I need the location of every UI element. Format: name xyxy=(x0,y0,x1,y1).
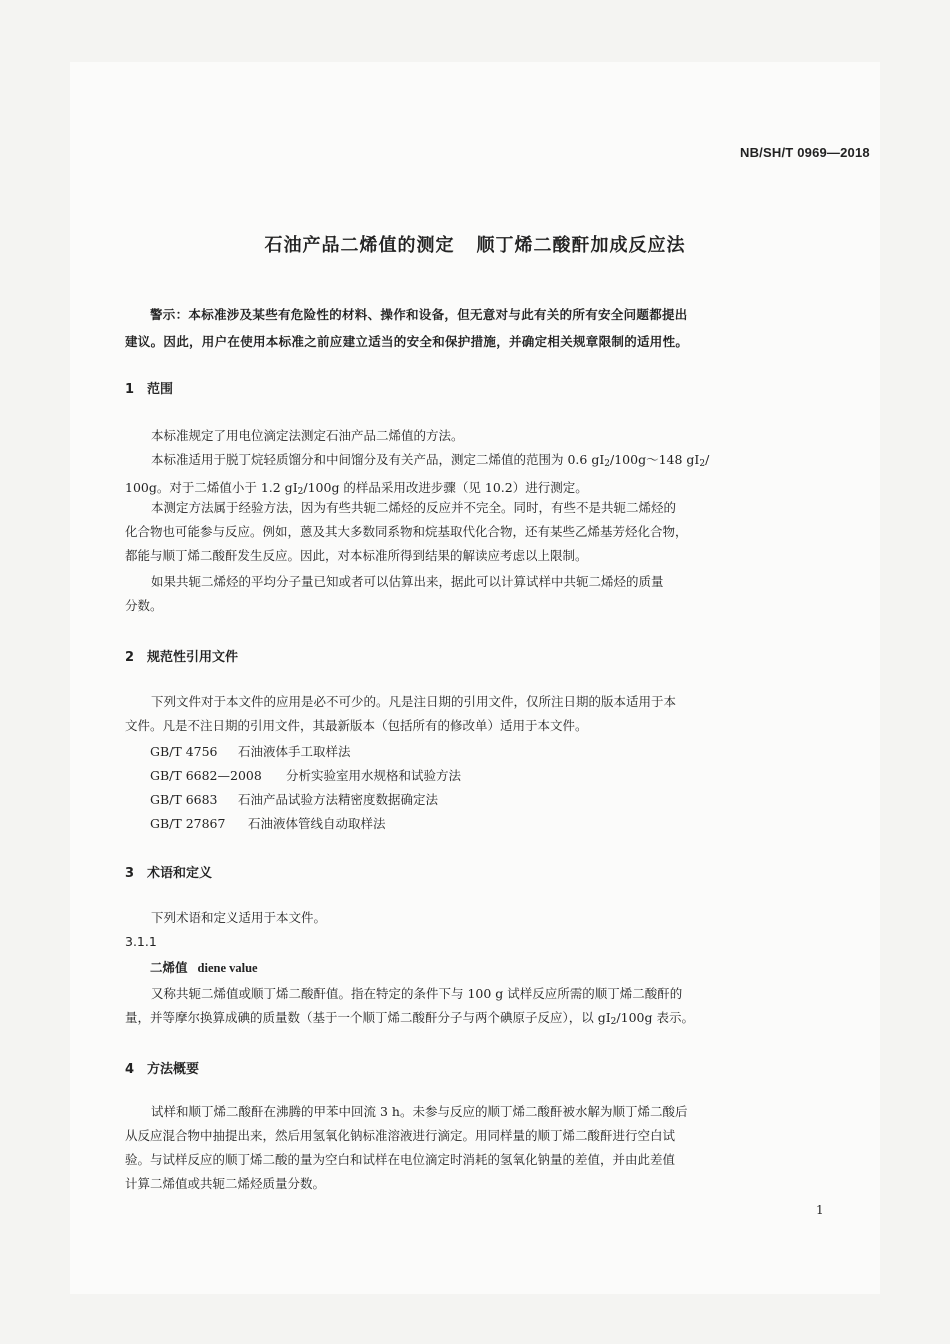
section-4-heading: 4 方法概要 xyxy=(125,1062,200,1077)
page-number: 1 xyxy=(816,1203,824,1217)
section-2-paragraph-1: 下列文件对于本文件的应用是必不可少的。凡是注日期的引用文件，仅所注日期的版本适用于本 文件。凡是不注日期的引用文件，其最新版本（包括所有的修改单）适用于本文件。 xyxy=(125,694,677,733)
reference-item: GB/T 27867 石油液体管线自动取样法 xyxy=(150,816,386,831)
section-4-paragraph: 试样和顺丁烯二酸酐在沸腾的甲苯中回流 3 h。未参与反应的顺丁烯二酸酐被水解为顺丁烯二酸后 从反应混合物中抽提出来，然后用氢氧化钠标准溶液进行滴定。用同样量的顺丁烯二酸酐进行空白试 验。与试样反应的顺丁烯二酸的量为空白和试样在电位滴定时消耗的氢氧化钠量的差值，并由此差值 计算二烯值或共轭二烯烃质量分数。 xyxy=(125,1104,688,1191)
section-1-paragraph-2: 本标准适用于脱丁烷轻质馏分和中间馏分及有关产品，测定二烯值的范围为 0.6 $gI_2/100g\sim 148$ $gI_2/$ 100g。对于二烯值小于 1.2 $gI_2/100g$ 的样品采用改进步骤（见 10.2）进行测定。 xyxy=(125,452,710,497)
title-part-1: 石油产品二烯值的测定 xyxy=(264,235,455,256)
section-2-heading: 2 规范性引用文件 xyxy=(125,650,239,665)
warning-line-1: 警示：本标准涉及某些有危险性的材料、操作和设备，但无意对与此有关的所有安全问题都提出 xyxy=(150,307,688,322)
section-1-paragraph-3: 本测定方法属于经验方法，因为有些共轭二烯烃的反应并不完全。同时，有些不是共轭二烯烃的 化合物也可能参与反应。例如，蒽及其大多数同系物和烷基取代化合物，还有某些乙烯基芳烃化合物， 都能与顺丁烯二酸酐发生反应。因此，对本标准所得到结果的解读应考虑以上限制。 xyxy=(125,500,688,563)
warning-notice xyxy=(125,301,830,355)
clause-number: 3.1.1 xyxy=(125,934,157,949)
section-3-heading: 3 术语和定义 xyxy=(125,866,213,881)
section-1-paragraph-1: 本标准规定了用电位滴定法测定石油产品二烯值的方法。 xyxy=(151,428,464,443)
term-entry: 二烯值 diene value xyxy=(150,960,258,975)
section-1-heading: 1 范围 xyxy=(125,382,174,397)
title-part-2: 顺丁烯二酸酐加成反应法 xyxy=(476,235,686,256)
section-3-paragraph-1: 下列术语和定义适用于本文件。 xyxy=(151,910,327,925)
warning-line-2: 建议。因此，用户在使用本标准之前应建立适当的安全和保护措施，并确定相关规章限制的适用性。 xyxy=(125,334,689,349)
section-1-paragraph-4: 如果共轭二烯烃的平均分子量已知或者可以估算出来，据此可以计算试样中共轭二烯烃的质量 分数。 xyxy=(125,574,664,613)
standard-number: NB/SH/T 0969—2018 xyxy=(740,145,870,160)
reference-item: GB/T 6683 石油产品试验方法精密度数据确定法 xyxy=(150,792,439,807)
reference-item: GB/T 4756 石油液体手工取样法 xyxy=(150,744,351,759)
document-title xyxy=(0,231,950,257)
term-definition: 又称共轭二烯值或顺丁烯二酸酐值。指在特定的条件下与 100 g 试样反应所需的顺丁烯二酸酐的 量，并等摩尔换算成碘的质量数（基于一个顺丁烯二酸酐分子与两个碘原子反应），以 $gI_2/100g$ 表示。 xyxy=(125,986,694,1027)
reference-item: GB/T 6682—2008 分析实验室用水规格和试验方法 xyxy=(150,768,462,783)
